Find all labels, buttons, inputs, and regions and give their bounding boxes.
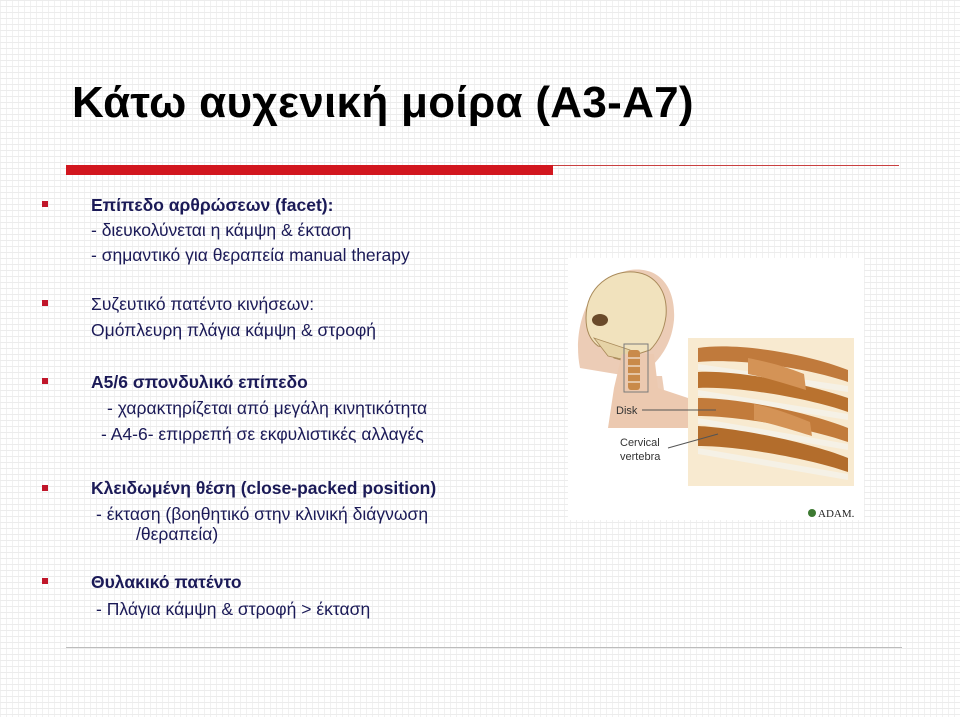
disk-label: Disk bbox=[616, 405, 638, 417]
bullet-marker bbox=[42, 201, 48, 207]
bullet-line: - Α4-6- επιρρεπή σε εκφυλιστικές αλλαγές bbox=[101, 424, 424, 444]
bullet-line: /θεραπεία) bbox=[136, 524, 219, 544]
bullet-line: Ομόπλευρη πλάγια κάμψη & στροφή bbox=[91, 320, 377, 340]
eye-socket bbox=[592, 314, 608, 326]
cervical-label-line1: Cervical bbox=[620, 437, 660, 449]
slide-title: Κάτω αυχενική μοίρα (Α3-Α7) bbox=[72, 78, 694, 127]
adam-logo-mark bbox=[808, 509, 816, 517]
title-underline-accent bbox=[66, 165, 553, 175]
bullet-line: - διευκολύνεται η κάμψη & έκταση bbox=[91, 220, 352, 240]
bullet-heading-coupled: Συζευτικό πατέντο κινήσεων: bbox=[91, 294, 315, 314]
cervical-spine-illustration bbox=[568, 258, 864, 520]
bullet-marker bbox=[42, 378, 48, 384]
bullet-heading-close-packed: Κλειδωμένη θέση (close-packed position) bbox=[91, 478, 437, 498]
bullet-marker bbox=[42, 578, 48, 584]
bullet-line: - έκταση (βοηθητικό στην κλινική διάγνωση bbox=[96, 504, 429, 524]
bullet-heading-facet: Επίπεδο αρθρώσεων (facet): bbox=[91, 195, 334, 215]
cervical-label-line2: vertebra bbox=[620, 451, 661, 463]
mini-spine bbox=[628, 350, 640, 390]
bullet-line: - Πλάγια κάμψη & στροφή > έκταση bbox=[96, 599, 371, 619]
bullet-line: - χαρακτηρίζεται από μεγάλη κινητικότητα bbox=[107, 398, 428, 418]
title-underline-thin bbox=[553, 165, 899, 166]
bullet-heading-level: Α5/6 σπονδυλικό επίπεδο bbox=[91, 372, 308, 392]
footer-divider bbox=[66, 647, 902, 648]
bullet-marker bbox=[42, 300, 48, 306]
adam-logo: ADAM. bbox=[818, 508, 855, 520]
bullet-line: - σημαντικό για θεραπεία manual therapy bbox=[91, 245, 410, 265]
bullet-heading-capsular: Θυλακικό πατέντο bbox=[91, 572, 242, 592]
bullet-marker bbox=[42, 485, 48, 491]
